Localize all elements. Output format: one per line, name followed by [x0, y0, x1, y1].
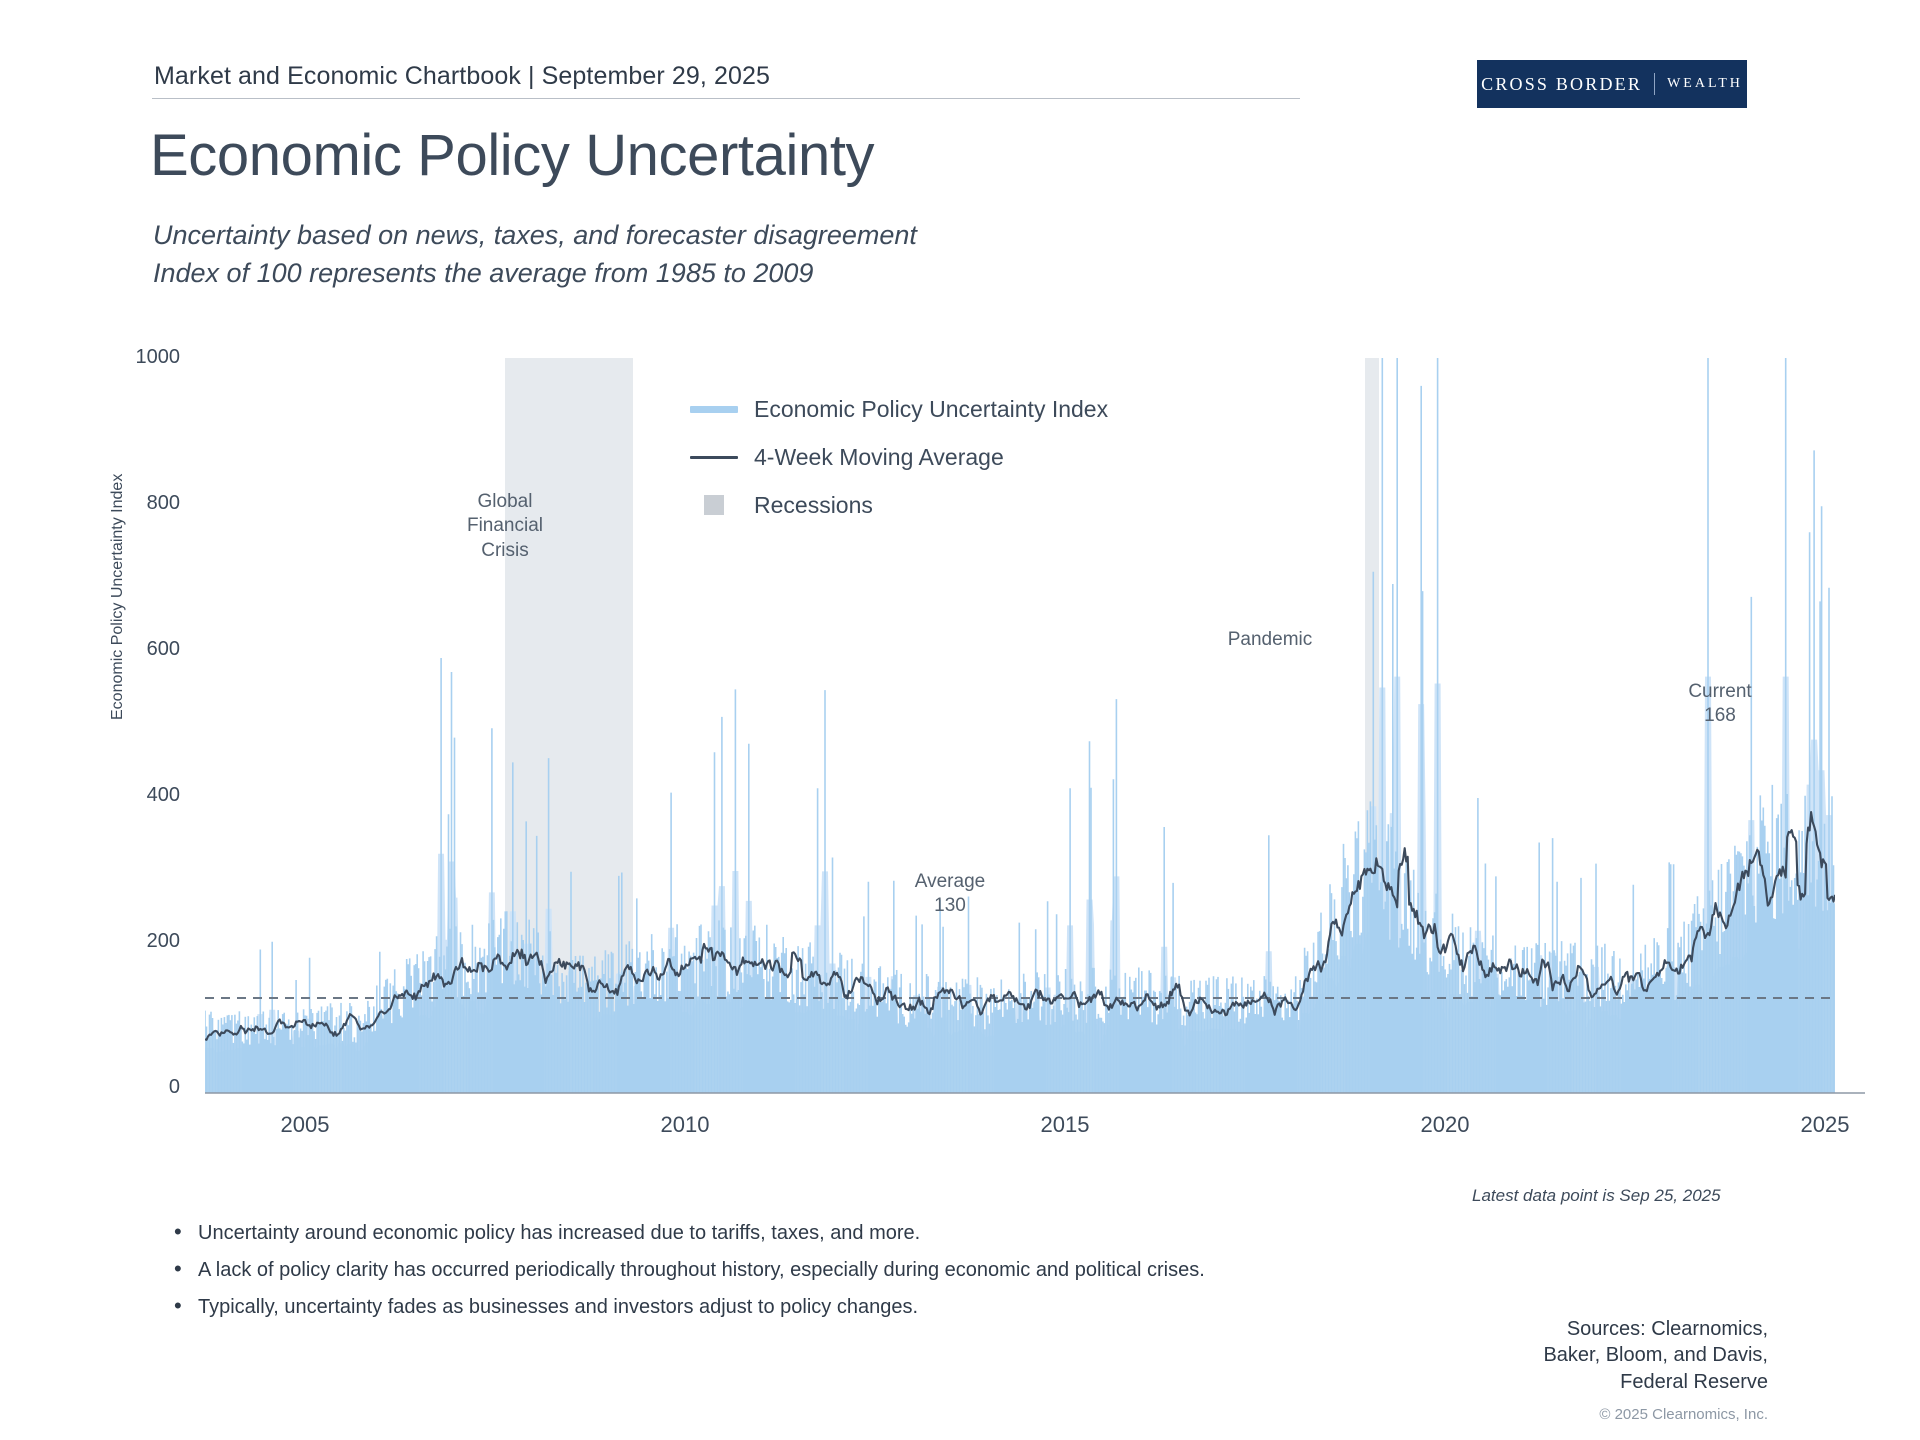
- legend-item-index: [690, 385, 1108, 433]
- bullet-list: [156, 1218, 1336, 1329]
- y-tick-200: 200: [146, 930, 180, 952]
- brand-logo-text: [1481, 73, 1743, 95]
- annotation-gfc-line-3: Crisis: [481, 539, 529, 561]
- legend-swatch-index-icon: [690, 406, 738, 413]
- y-tick-400: 400: [146, 784, 180, 806]
- annotation-current-value: 168: [1704, 705, 1736, 727]
- annotation-average-value: 130: [934, 895, 966, 917]
- x-tick-2015: 2015: [1040, 1112, 1090, 1137]
- y-tick-1000: 1000: [135, 346, 180, 368]
- brand-logo-secondary: WEALTH: [1667, 76, 1743, 91]
- annotation-global-financial-crisis: [440, 490, 570, 563]
- sources-block: [1543, 1316, 1768, 1395]
- legend-label-index: Economic Policy Uncertainty Index: [754, 395, 1109, 422]
- sources-line-1: Sources: Clearnomics,: [1566, 1318, 1768, 1340]
- bullet-item: • Uncertainty around economic policy has increased due to tariffs, taxes, and more.: [156, 1218, 1336, 1248]
- chart-legend: [690, 385, 1108, 529]
- chartbook-header-title: Market and Economic Chartbook | September 29, 2025: [154, 62, 770, 90]
- page-subtitle: [153, 216, 917, 293]
- x-tick-2020: 2020: [1420, 1112, 1470, 1137]
- latest-data-point-note: Latest data point is Sep 25, 2025: [1472, 1186, 1721, 1205]
- legend-item-recessions: [690, 481, 1108, 529]
- header-divider: [152, 98, 1300, 99]
- annotation-gfc-line-2: Financial: [466, 515, 544, 537]
- annotation-current: [1660, 680, 1780, 729]
- x-tick-2005: 2005: [280, 1112, 330, 1137]
- annotation-pandemic: Pandemic: [1227, 629, 1313, 650]
- page-title: Economic Policy Uncertainty: [150, 123, 875, 188]
- legend-item-moving-average: [690, 433, 1108, 481]
- legend-label-recessions: Recessions: [754, 491, 873, 518]
- subtitle-line-2: Index of 100 represents the average from 1985 to 2009: [153, 258, 814, 289]
- y-tick-800: 800: [146, 492, 180, 514]
- subtitle-line-1: Uncertainty based on news, taxes, and forecaster disagreement: [153, 220, 917, 250]
- copyright-text: © 2025 Clearnomics, Inc.: [1599, 1406, 1768, 1423]
- annotation-average-label: Average: [914, 871, 986, 892]
- x-tick-2010: 2010: [660, 1112, 710, 1137]
- legend-swatch-recession-icon: [704, 495, 724, 515]
- legend-swatch-ma-icon: [690, 456, 738, 459]
- brand-logo-divider: [1654, 73, 1655, 95]
- annotation-average: [890, 870, 1010, 919]
- sources-line-2: Baker, Bloom, and Davis,: [1543, 1344, 1768, 1367]
- bullet-item: • A lack of policy clarity has occurred periodically throughout history, especially during economic and political crises.: [156, 1255, 1336, 1285]
- brand-logo-primary: CROSS BORDER: [1481, 73, 1643, 94]
- legend-label-moving-average: 4-Week Moving Average: [754, 443, 1004, 470]
- sources-line-3: Federal Reserve: [1620, 1370, 1768, 1393]
- annotation-gfc-line-1: Global: [477, 491, 533, 512]
- bullet-item: • Typically, uncertainty fades as businesses and investors adjust to policy changes.: [156, 1292, 1336, 1322]
- y-tick-0: 0: [168, 1076, 180, 1098]
- y-axis-title: Economic Policy Uncertainty Index: [109, 473, 126, 720]
- annotation-current-label: Current: [1688, 681, 1752, 702]
- brand-logo: [1477, 60, 1747, 108]
- y-tick-600: 600: [146, 638, 180, 660]
- x-tick-2025: 2025: [1800, 1112, 1850, 1137]
